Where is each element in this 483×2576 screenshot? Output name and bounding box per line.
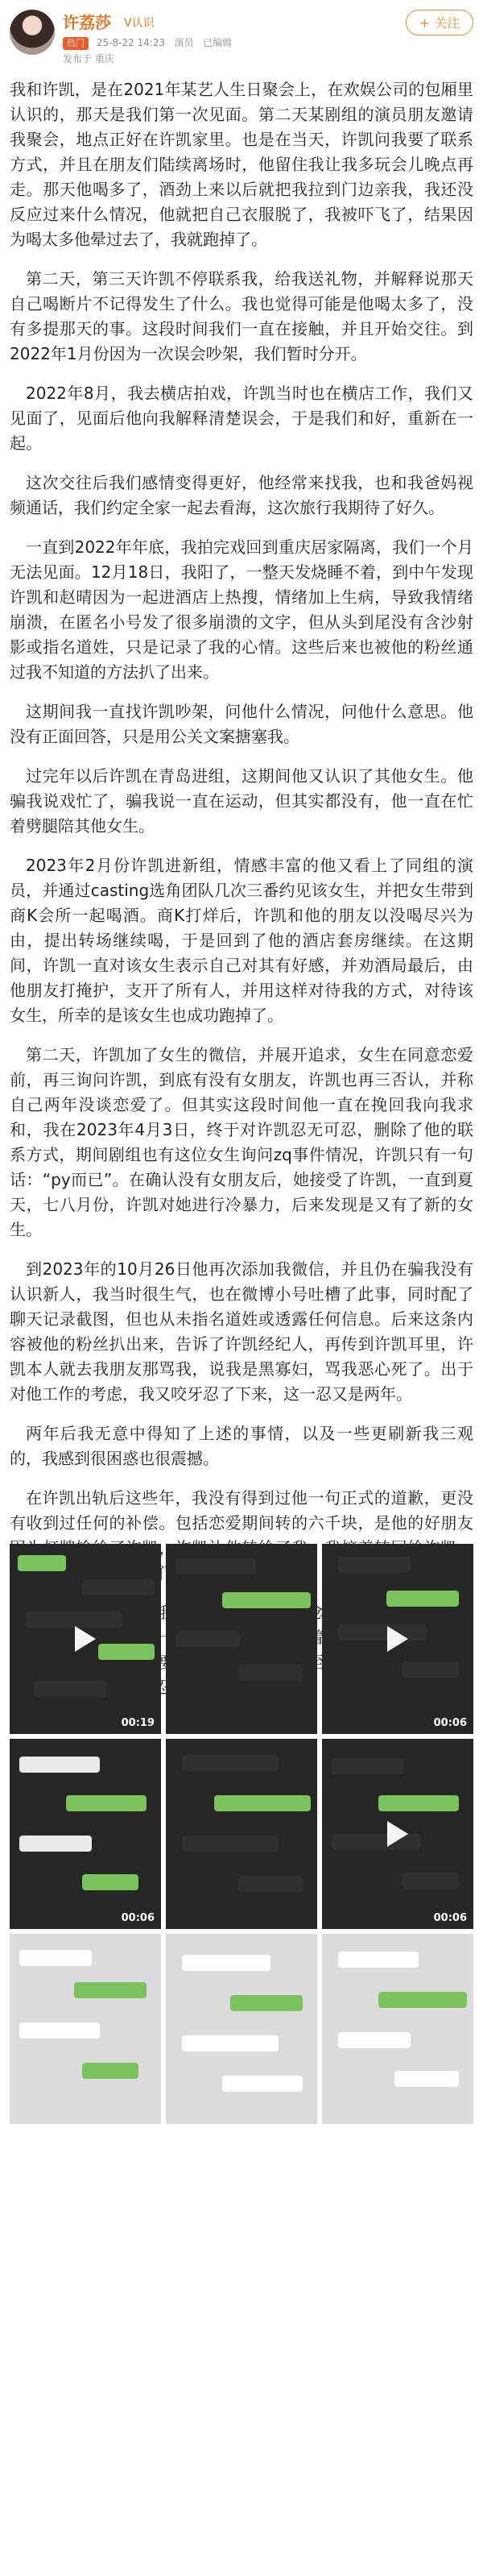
avatar[interactable] <box>10 10 55 55</box>
chat-bubble <box>98 1644 155 1660</box>
chat-bubble <box>378 1795 459 1811</box>
chat-bubble <box>182 2035 279 2051</box>
vip-badge: V认识 <box>124 17 155 30</box>
chat-bubble <box>74 1982 147 1998</box>
paragraph: 过完年以后许凯在青岛进组，这期间他又认识了其他女生。他骗我说戏忙了，骗我说一直在运动，但其实都没有，他一直在忙着劈腿陪其他女生。 <box>10 766 473 836</box>
chat-bubble <box>222 2076 303 2092</box>
post-meta <box>63 35 232 50</box>
chat-bubble <box>82 2063 138 2079</box>
paragraph: 这次交往后我们感情变得更好，他经常来找我，也和我爸妈视频通话，我们约定全家一起去看海，这次旅行我期待了好久。 <box>10 473 473 517</box>
play-icon[interactable] <box>387 1626 408 1652</box>
post-time: 25-8-22 14:23 <box>96 37 166 48</box>
chat-bubble <box>238 1665 303 1681</box>
paragraph: 2022年8月，我去横店拍戏，许凯当时也在横店工作，我们又见面了，见面后他向我解释清楚误会，于是我们和好，重新在一起。 <box>10 384 473 453</box>
chat-bubble <box>19 2022 100 2039</box>
paragraph: 一直到2022年年底，我拍完戏回到重庆居家隔离，我们一个月无法见面。12月18日，我阳了，一整天发烧睡不着，到中午发现许凯和赵晴因为一起进酒店上热搜，情绪加上生病，导致我情绪崩溃，在匿名小号发了很多崩溃的文字，但从头到尾没有含沙射影或指名道姓，只是记录了我的心情。这些后来也被他的粉丝通过我不知道的方法扒了出来。 <box>10 537 473 682</box>
paragraph: 两年后我无意中得知了上述的事情，以及一些更刷新我三观的，我感到很困惑也很震撼。 <box>10 1424 473 1468</box>
media-tile[interactable] <box>166 1739 317 1929</box>
media-grid <box>10 1544 473 2124</box>
hot-badge: 热门 <box>63 37 89 50</box>
follow-button[interactable]: + 关注 <box>406 10 473 35</box>
post-content <box>10 77 473 1715</box>
chat-bubble <box>82 1874 138 1890</box>
chat-bubble <box>338 2032 411 2048</box>
chat-bubble <box>214 1795 311 1811</box>
chat-bubble <box>66 1795 147 1811</box>
paragraph: 第二天，第三天许凯不停联系我，给我送礼物，并解释说那天自己喝断片不记得发生了什么。我也觉得可能是他喝太多了，没有多提那天的事。这段时间我们一直在接触，并且开始交往。到2022年1月份因为一次误会吵架，我们暂时分开。 <box>10 269 473 363</box>
media-tile[interactable] <box>322 1934 473 2124</box>
chat-bubble <box>175 1558 256 1574</box>
chat-bubble <box>238 1876 303 1892</box>
paragraph: 第二天，许凯加了女生的微信，并展开追求，女生在同意恋爱前，再三询问许凯，到底有没有女朋友，许凯也再三否认，并称自己两年没谈恋爱了。但其实这段时间他一直在挽回我向我求和，我在2023年4月3日，终于对许凯忍无可忍，删除了他的联系方式，期间剧组也有这位女生询问zq事件情况，许凯只有一句话：“py而已”。在确认没有女朋友后，她接受了许凯，一直到夏天，七八月份，许凯对她进行冷暴力，后来发现是又有了新的女生。 <box>10 1045 473 1239</box>
chat-bubble <box>332 1758 404 1774</box>
chat-bubble <box>386 1591 459 1607</box>
post-header <box>0 0 483 68</box>
media-tile[interactable] <box>10 1934 161 2124</box>
chat-bubble <box>338 1624 427 1641</box>
chat-bubble <box>182 1755 279 1771</box>
chat-bubble <box>19 1836 92 1852</box>
video-duration: 00:06 <box>433 1912 467 1924</box>
edited-label: 已编辑 <box>202 37 232 48</box>
media-tile[interactable] <box>10 1739 161 1929</box>
chat-bubble <box>394 2071 459 2087</box>
video-duration: 00:06 <box>121 1912 155 1924</box>
author-name[interactable]: 许荔莎 <box>63 13 111 32</box>
chat-bubble <box>26 1612 122 1628</box>
media-tile[interactable] <box>322 1739 473 1929</box>
paragraph: 这期间我一直找许凯吵架，问他什么情况，问他什么意思。他没有正面回答，只是用公关文案搪塞我。 <box>10 702 473 746</box>
post-location: 发布于 重庆 <box>63 53 114 64</box>
play-icon[interactable] <box>387 1821 408 1847</box>
media-tile[interactable] <box>166 1934 317 2124</box>
chat-bubble <box>182 1836 279 1852</box>
chat-bubble <box>19 1757 100 1773</box>
chat-bubble <box>18 1555 66 1571</box>
chat-bubble <box>338 1952 419 1968</box>
chat-bubble <box>230 1995 303 2011</box>
paragraph: 我和许凯，是在2021年某艺人生日聚会上，在欢娱公司的包厢里认识的，那天是我们第一次见面。第二天某剧组的演员朋友邀请我聚会，地点正好在许凯家里。也是在当天，许凯问我要了联系方式，并且在朋友们陆续离场时，他留住我让我多玩会儿晚点再走。那天他喝多了，酒劲上来以后就把我拉到门边亲我，我还没反应过来什么情况，他就把自己衣服脱了，我被吓飞了，结果因为喝太多他晕过去了，我就跑掉了。 <box>10 80 473 249</box>
chat-bubble <box>82 1579 155 1595</box>
video-duration: 00:06 <box>433 1717 467 1729</box>
chat-bubble <box>378 1992 467 2008</box>
chat-bubble <box>402 1873 459 1889</box>
media-tile[interactable] <box>322 1544 473 1734</box>
chat-bubble <box>175 1631 240 1647</box>
chat-bubble <box>402 1661 459 1678</box>
play-icon[interactable] <box>75 1626 96 1652</box>
paragraph: 在许凯出轨后这些年，我没有得到过他一句正式的道歉，更没有收到过任何的补偿。包括恋爱期间转的六千块，是他的好朋友 们 <box>10 1488 473 1583</box>
paragraph: 到2023年的10月26日他再次添加我微信，并且仍在骗我没有认识新人，我当时很生气，也在微博小号吐槽了此事，同时配了聊天记录截图，但也从未指名道姓或透露任何信息。后来这条内容被他的粉丝扒出来，告诉了许凯经纪人，再传到许凯耳里，许凯本人就去我朋友那骂我，说我是黑寡妇，骂我恶心死了。出于对他工作的考虑，我又咬牙忍了下来，这一忍又是两年。 <box>10 1259 473 1404</box>
post-role: 演员 <box>174 37 194 48</box>
watermark: 头条@小豹爆料 <box>405 2554 473 2566</box>
chat-bubble <box>338 1557 411 1573</box>
media-tile[interactable] <box>10 1544 161 1734</box>
chat-bubble <box>182 1955 270 1971</box>
chat-bubble <box>19 1950 92 1966</box>
paragraph: 2023年2月份许凯进新组，情感丰富的他又看上了同组的演员，并通过casting选角团队几次三番约见该女生，并把女生带到商K会所一起喝酒。商K打烊后，许凯和他的朋友以没喝尽兴为由，提出转场继续喝，于是回到了他的酒店套房继续。在这期间，许凯一直对该女生表示自己对其有好感，并劝酒局最后，由他朋友打掩护，支开了所有人，并用这样对待我的方式，对待该女生，所幸的是该女生也成功跑掉了。 <box>10 856 473 1025</box>
chat-bubble <box>34 1681 106 1697</box>
chat-bubble <box>222 1592 311 1608</box>
video-duration: 00:19 <box>121 1717 155 1729</box>
media-tile[interactable] <box>166 1544 317 1734</box>
